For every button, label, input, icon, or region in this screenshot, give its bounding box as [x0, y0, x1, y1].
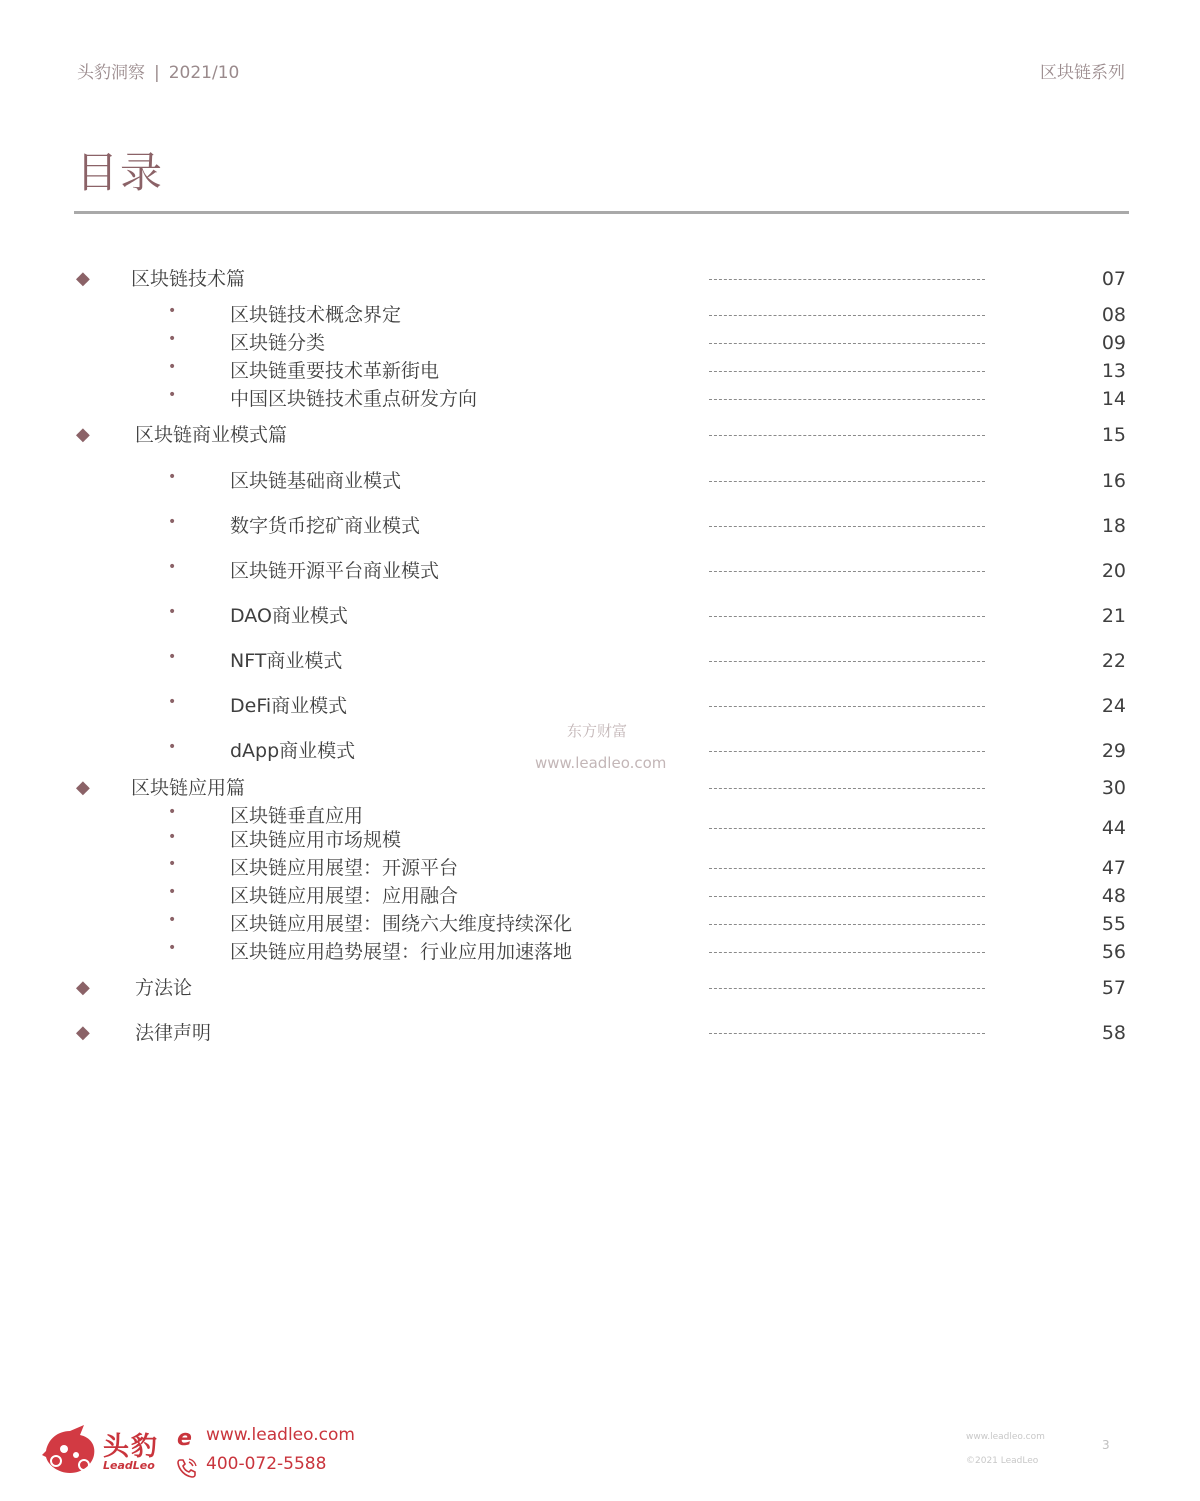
bullet-icon: •: [168, 940, 177, 956]
bullet-icon: •: [168, 469, 177, 485]
toc-item[interactable]: [0, 603, 1200, 633]
toc-page-number: 56: [1101, 941, 1126, 963]
dotted-leader: [709, 481, 985, 482]
toc-label: 区块链应用展望：应用融合: [230, 885, 459, 907]
toc-item[interactable]: [0, 939, 1200, 969]
toc-page-number: 58: [1101, 1022, 1126, 1044]
bullet-icon: •: [168, 649, 177, 665]
dotted-leader: [709, 315, 985, 316]
toc-label: 区块链应用篇: [131, 777, 246, 799]
dotted-leader: [709, 526, 985, 527]
footer-website-link[interactable]: www.leadleo.com: [206, 1425, 355, 1445]
bullet-icon: •: [168, 804, 177, 820]
toc-page-number: 16: [1101, 470, 1126, 492]
toc-label: 区块链商业模式篇: [135, 424, 288, 446]
footer-phone: 400-072-5588: [206, 1454, 327, 1474]
svg-text:e: e: [177, 1426, 192, 1449]
toc-item[interactable]: [0, 855, 1200, 885]
toc-page-number: 22: [1101, 650, 1126, 672]
toc-label: 区块链应用趋势展望：行业应用加速落地: [230, 941, 573, 963]
toc-item-pair[interactable]: [0, 803, 1200, 855]
watermark-url: www.leadleo.com: [535, 754, 667, 772]
toc-label: DeFi商业模式: [230, 695, 348, 717]
dotted-leader: [709, 924, 985, 925]
page-title: 目录: [76, 148, 165, 197]
web-e-icon: [175, 1425, 199, 1449]
brand-name-cn: 头豹: [103, 1432, 160, 1462]
dotted-leader: [709, 1033, 985, 1034]
diamond-icon: ◆: [76, 777, 90, 798]
toc-label: 区块链开源平台商业模式: [230, 560, 440, 582]
dotted-leader: [709, 571, 985, 572]
phone-icon: [175, 1456, 199, 1480]
toc-page-number: 21: [1101, 605, 1126, 627]
toc-label: 区块链应用展望：开源平台: [230, 857, 459, 879]
toc-item[interactable]: [0, 468, 1200, 498]
bullet-icon: •: [168, 359, 177, 375]
dotted-leader: [709, 399, 985, 400]
toc-label: 法律声明: [135, 1022, 212, 1044]
bullet-icon: •: [168, 303, 177, 319]
toc-section-application[interactable]: [0, 775, 1200, 805]
dotted-leader: [709, 988, 985, 989]
toc-label: 区块链重要技术革新街电: [230, 360, 440, 382]
bullet-icon: •: [168, 514, 177, 530]
toc-item[interactable]: [0, 648, 1200, 678]
toc-label: 区块链分类: [230, 332, 326, 354]
bullet-icon: •: [168, 884, 177, 900]
toc-label: 数字货币挖矿商业模式: [230, 515, 421, 537]
footer-small-website: www.leadleo.com: [966, 1432, 1045, 1442]
diamond-icon: ◆: [76, 268, 90, 289]
toc-page-number: 20: [1101, 560, 1126, 582]
toc-label: 区块链应用市场规模: [230, 829, 402, 851]
toc-item[interactable]: [0, 330, 1200, 360]
dotted-leader: [709, 952, 985, 953]
toc-item[interactable]: [0, 302, 1200, 332]
bullet-icon: •: [168, 912, 177, 928]
toc-item[interactable]: [0, 693, 1200, 723]
toc-label: dApp商业模式: [230, 740, 356, 762]
dotted-leader: [709, 435, 985, 436]
dotted-leader: [709, 371, 985, 372]
dotted-leader: [709, 751, 985, 752]
diamond-icon: ◆: [76, 1022, 90, 1043]
toc-page-number: 18: [1101, 515, 1126, 537]
toc-label: 方法论: [135, 977, 193, 999]
header-date: 2021/10: [168, 63, 240, 83]
toc-page-number: 15: [1101, 424, 1126, 446]
dotted-leader: [709, 661, 985, 662]
toc-section-legal[interactable]: [0, 1020, 1200, 1050]
toc-page-number: 09: [1101, 332, 1126, 354]
toc-label: DAO商业模式: [230, 605, 348, 627]
bullet-icon: •: [168, 559, 177, 575]
bullet-icon: •: [168, 829, 177, 845]
toc-item[interactable]: [0, 386, 1200, 416]
toc-page-number: 14: [1101, 388, 1126, 410]
toc-item[interactable]: [0, 558, 1200, 588]
bullet-icon: •: [168, 856, 177, 872]
toc-label: 区块链技术概念界定: [230, 304, 402, 326]
diamond-icon: ◆: [76, 424, 90, 445]
brand-name-en: LeadLeo: [103, 1459, 155, 1472]
toc-page-number: 24: [1101, 695, 1126, 717]
dotted-leader: [709, 616, 985, 617]
title-divider: [74, 211, 1129, 214]
dotted-leader: [709, 706, 985, 707]
page-number: 3: [1102, 1438, 1110, 1452]
header-brand: 头豹洞察: [77, 63, 145, 83]
header-series: 区块链系列: [1040, 63, 1125, 83]
toc-section-tech[interactable]: [0, 266, 1200, 296]
toc-label: 中国区块链技术重点研发方向: [230, 388, 478, 410]
dotted-leader: [709, 788, 985, 789]
toc-item[interactable]: [0, 513, 1200, 543]
toc-page-number: 08: [1101, 304, 1126, 326]
toc-page-number: 07: [1101, 268, 1126, 290]
toc-section-business[interactable]: [0, 422, 1200, 452]
watermark-text: 东方财富: [567, 722, 628, 740]
toc-page-number: 44: [1101, 817, 1126, 839]
dotted-leader: [709, 279, 985, 280]
toc-item[interactable]: [0, 911, 1200, 941]
bullet-icon: •: [168, 694, 177, 710]
toc-section-methodology[interactable]: [0, 975, 1200, 1005]
toc-label: 区块链应用展望：围绕六大维度持续深化: [230, 913, 573, 935]
toc-page-number: 48: [1101, 885, 1126, 907]
bullet-icon: •: [168, 331, 177, 347]
toc-label: 区块链技术篇: [131, 268, 246, 290]
leopard-logo-icon: [40, 1421, 100, 1477]
toc-page-number: 47: [1101, 857, 1126, 879]
dotted-leader: [709, 896, 985, 897]
toc-page-number: 55: [1101, 913, 1126, 935]
toc-label: 区块链垂直应用: [230, 805, 364, 827]
header-separator: |: [154, 63, 160, 83]
header-left: [77, 58, 239, 83]
toc-page-number: 29: [1101, 740, 1126, 762]
toc-item[interactable]: [0, 358, 1200, 388]
bullet-icon: •: [168, 387, 177, 403]
dotted-leader: [709, 868, 985, 869]
footer-copyright: ©2021 LeadLeo: [966, 1456, 1039, 1466]
toc-page-number: 57: [1101, 977, 1126, 999]
diamond-icon: ◆: [76, 977, 90, 998]
bullet-icon: •: [168, 739, 177, 755]
dotted-leader: [709, 828, 985, 829]
toc-label: NFT商业模式: [230, 650, 343, 672]
toc-label: 区块链基础商业模式: [230, 470, 402, 492]
toc-page-number: 30: [1101, 777, 1126, 799]
toc-page-number: 13: [1101, 360, 1126, 382]
toc-item[interactable]: [0, 883, 1200, 913]
dotted-leader: [709, 343, 985, 344]
bullet-icon: •: [168, 604, 177, 620]
